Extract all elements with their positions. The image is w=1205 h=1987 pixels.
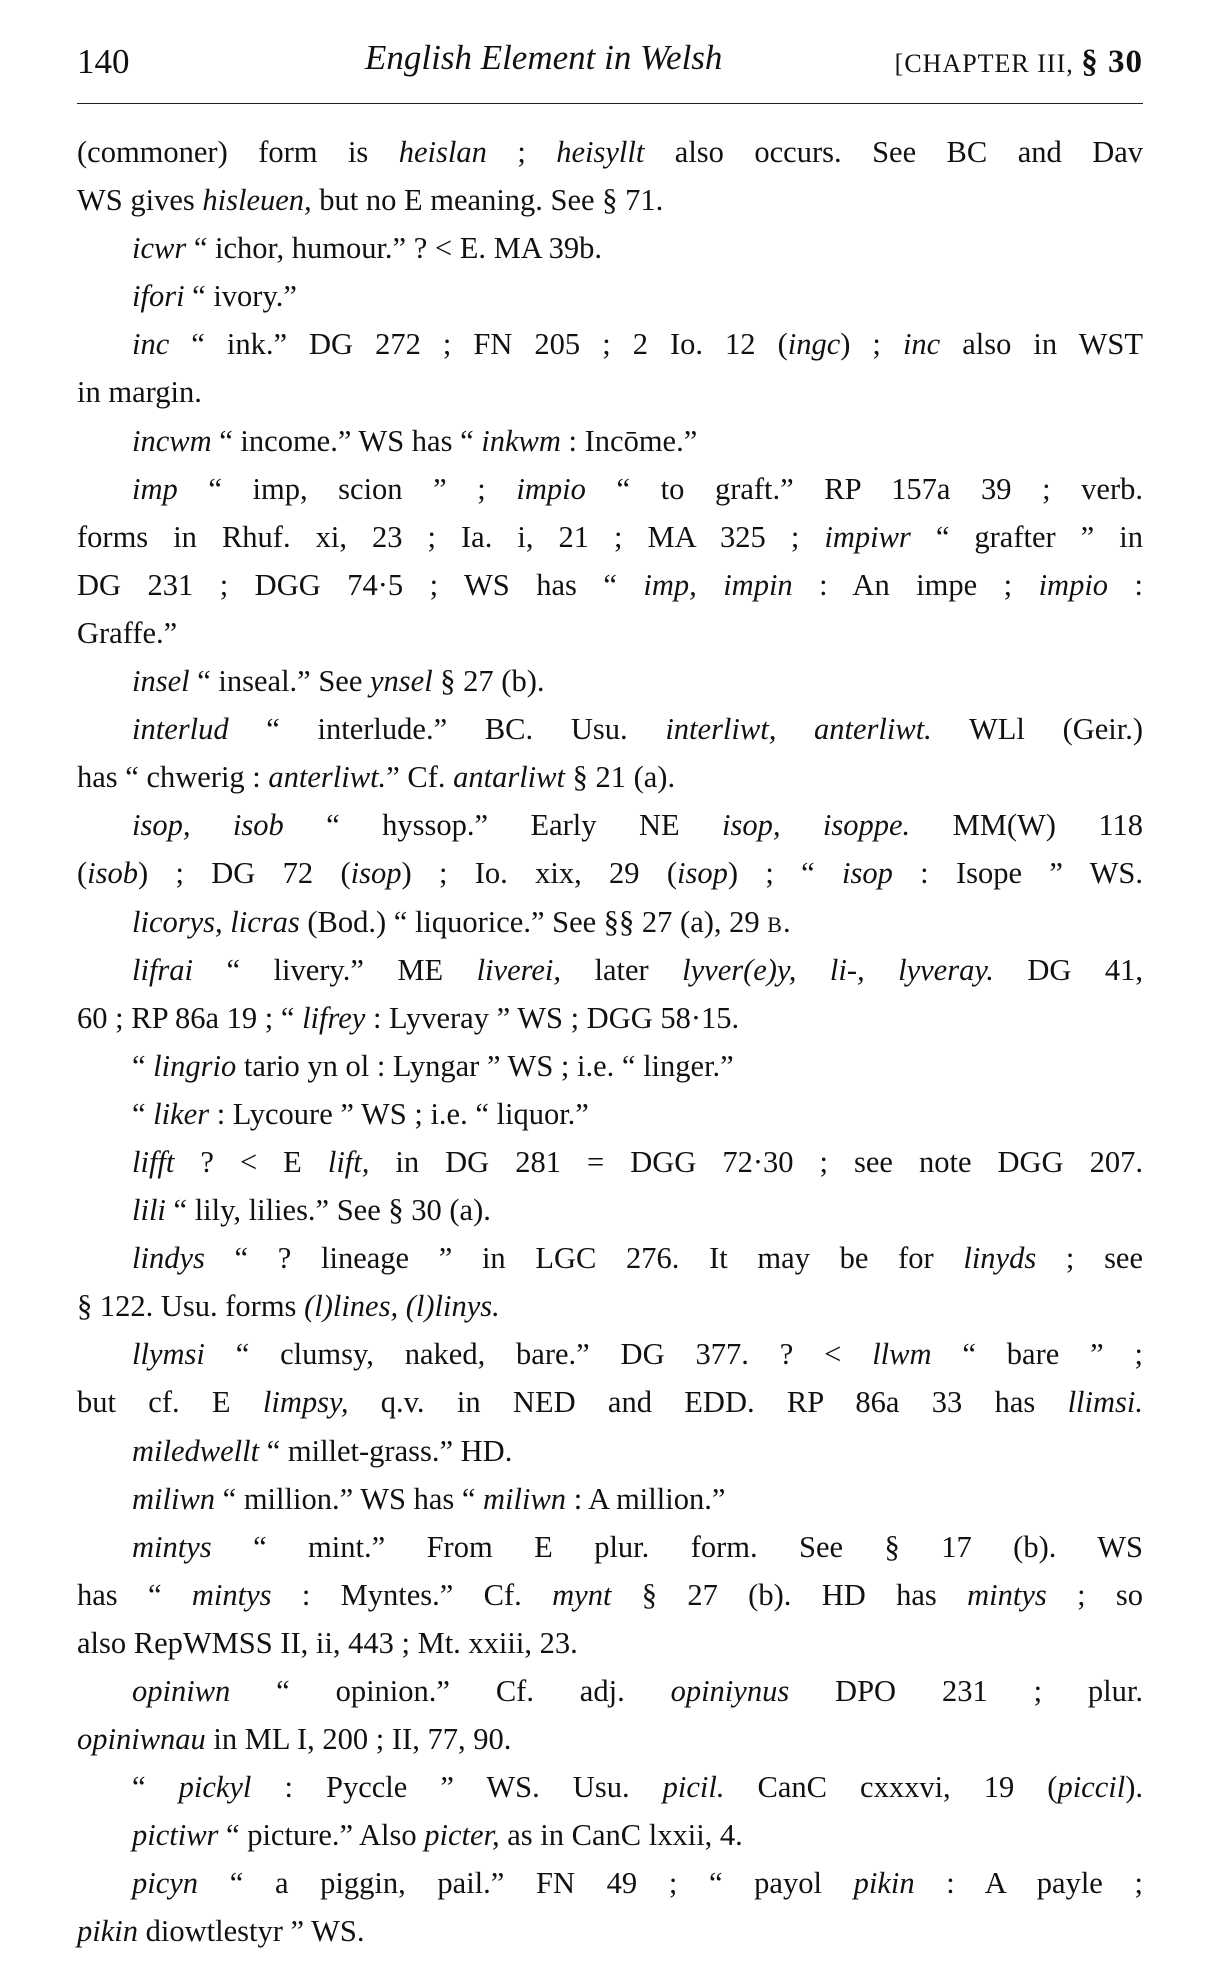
text-line xyxy=(77,1330,1143,1378)
italic-term: opiniwn xyxy=(132,1674,231,1708)
text-segment: “ to graft.” RP 157a 39 ; verb. xyxy=(585,471,1143,506)
italic-term: llymsi xyxy=(132,1337,205,1372)
text-segment: “ millet-grass.” HD. xyxy=(259,1433,513,1468)
italic-term: picil. xyxy=(662,1770,725,1805)
italic-term: isop, isoppe. xyxy=(722,808,911,843)
text-segment: § 27 (b). xyxy=(432,664,545,699)
text-segment: also in WST xyxy=(940,327,1143,362)
text-segment: : Lycoure ” WS ; i.e. “ liquor.” xyxy=(209,1096,589,1131)
header-rule xyxy=(77,103,1143,104)
text-segment: ; so xyxy=(1046,1577,1143,1612)
italic-term: miledwellt xyxy=(132,1433,260,1468)
text-segment: CanC cxxxvi, 19 ( xyxy=(724,1770,1058,1805)
italic-term: picyn xyxy=(132,1866,199,1901)
italic-term: lifft xyxy=(132,1144,175,1179)
text-line xyxy=(77,1138,1143,1186)
text-segment: : A million.” xyxy=(566,1481,726,1516)
italic-term: hisleuen, xyxy=(202,183,312,218)
italic-term: lifrey xyxy=(302,1000,366,1035)
text-segment: WS gives xyxy=(77,183,203,218)
text-segment: “ interlude.” BC. Usu. xyxy=(228,712,666,747)
italic-term: lingrio xyxy=(153,1048,237,1083)
text-segment: “ clumsy, naked, bare.” DG 377. ? < xyxy=(204,1337,873,1372)
text-line xyxy=(77,1234,1143,1282)
italic-term: limpsy, xyxy=(262,1385,349,1420)
text-segment: has “ chwerig : xyxy=(77,760,269,795)
text-line xyxy=(77,513,1143,561)
text-line xyxy=(77,1571,1143,1619)
text-line xyxy=(77,946,1143,994)
text-segment: has “ xyxy=(77,1577,192,1612)
text-segment: : Lyveray ” WS ; DGG 58·15. xyxy=(365,1000,740,1035)
text-segment: also occurs. See BC and Dav xyxy=(644,135,1143,169)
italic-term: antarliwt xyxy=(453,760,565,795)
text-segment: forms in Rhuf. xi, 23 ; Ia. i, 21 ; MA 325 ; xyxy=(77,519,825,554)
text-line xyxy=(77,1475,1143,1523)
text-line xyxy=(77,1811,1143,1859)
text-segment: WLl (Geir.) xyxy=(931,712,1143,747)
text-line xyxy=(77,1907,1143,1955)
italic-term: pictiwr xyxy=(132,1818,219,1853)
italic-term: isop xyxy=(841,856,893,891)
text-line xyxy=(77,465,1143,513)
text-segment: DPO 231 ; plur. xyxy=(789,1674,1143,1708)
text-segment: “ picture.” Also xyxy=(218,1818,425,1853)
italic-term: interlud xyxy=(132,712,229,747)
text-segment: : xyxy=(1108,567,1143,602)
italic-term: lili xyxy=(132,1193,166,1228)
text-segment: “ hyssop.” Early NE xyxy=(283,808,723,843)
text-line xyxy=(77,705,1143,753)
text-line xyxy=(77,1042,1143,1090)
text-segment: ; see xyxy=(1036,1241,1143,1276)
text-segment: “ xyxy=(132,1048,154,1083)
text-segment: ) ; xyxy=(840,327,903,362)
text-segment: “ million.” WS has “ xyxy=(215,1481,484,1516)
text-line xyxy=(77,1427,1143,1475)
italic-term: liker xyxy=(153,1096,210,1131)
italic-term: isop xyxy=(677,856,728,891)
italic-term: imp, impin xyxy=(643,567,793,602)
text-segment: ) ; “ xyxy=(727,856,842,891)
text-segment: § 122. Usu. forms xyxy=(77,1289,305,1324)
text-line xyxy=(77,320,1143,368)
italic-term: llwm xyxy=(872,1337,932,1372)
text-line xyxy=(77,1523,1143,1571)
text-line xyxy=(77,849,1143,897)
text-line xyxy=(77,1282,1143,1330)
text-segment: in margin. xyxy=(77,375,202,410)
text-segment: DG 231 ; DGG 74·5 ; WS has “ xyxy=(77,567,644,602)
text-segment: “ ? lineage ” in LGC 276. It may be for xyxy=(204,1241,964,1276)
italic-term: impiwr xyxy=(824,519,911,554)
italic-term: mintys xyxy=(132,1529,212,1564)
italic-term: isob xyxy=(87,856,139,891)
text-segment: : Incōme.” xyxy=(560,423,698,458)
italic-term: lyver(e)y, li-, lyveray. xyxy=(682,952,994,987)
text-line xyxy=(77,1619,1143,1667)
text-line xyxy=(77,1859,1143,1907)
text-segment: ? < E xyxy=(174,1144,328,1179)
text-line xyxy=(77,1186,1143,1234)
text-segment: : Pyccle ” WS. Usu. xyxy=(251,1770,663,1805)
italic-term: heisyllt xyxy=(556,135,645,169)
text-line xyxy=(77,272,1143,320)
text-segment: (Bod.) “ liquorice.” See §§ 27 (a), 29 xyxy=(299,904,768,939)
text-segment: in ML I, 200 ; II, 77, 90. xyxy=(205,1722,512,1757)
italic-term: isop xyxy=(350,856,402,891)
text-segment: ) ; Io. xix, 29 ( xyxy=(401,856,677,891)
italic-term: ifori xyxy=(132,279,185,314)
text-line xyxy=(77,561,1143,609)
italic-term: mynt xyxy=(552,1577,612,1612)
text-segment: “ ink.” DG 272 ; FN 205 ; 2 Io. 12 ( xyxy=(169,327,788,362)
italic-term: (l)lines, (l)linys. xyxy=(304,1289,500,1324)
italic-term: liverei, xyxy=(476,952,561,987)
text-segment: in DG 281 = DGG 72·30 ; see note DGG 207. xyxy=(369,1144,1143,1179)
italic-term: opiniynus xyxy=(670,1674,790,1708)
text-segment: “ imp, scion ” ; xyxy=(177,471,517,506)
italic-term: inkwm xyxy=(481,423,561,458)
italic-term: insel xyxy=(132,664,190,699)
italic-term: lift, xyxy=(327,1144,370,1179)
italic-term: mintys xyxy=(191,1577,272,1612)
italic-term: picter, xyxy=(424,1818,500,1853)
italic-term: interliwt, anterliwt. xyxy=(665,712,932,747)
running-title: English Element in Welsh xyxy=(365,38,723,77)
text-segment: later xyxy=(560,952,683,987)
text-segment: “ xyxy=(132,1096,154,1131)
text-segment: “ ichor, humour.” ? < E. MA 39b. xyxy=(186,231,603,266)
text-line xyxy=(77,801,1143,849)
italic-term: pickyl xyxy=(178,1770,252,1805)
text-segment: DG 41, xyxy=(993,952,1143,987)
running-header xyxy=(77,38,1143,88)
italic-term: linyds xyxy=(963,1241,1037,1276)
text-segment: “ inseal.” See xyxy=(189,664,370,699)
text-segment: 60 ; RP 86a 19 ; “ xyxy=(77,1000,303,1035)
italic-term: ingc xyxy=(787,327,841,362)
text-segment: : Isope ” WS. xyxy=(892,856,1143,891)
text-segment: diowtlestyr ” WS. xyxy=(138,1914,365,1949)
italic-term: icwr xyxy=(132,231,187,266)
text-line xyxy=(77,898,1143,946)
text-segment: § 21 (a). xyxy=(564,760,676,795)
italic-term: lifrai xyxy=(132,952,194,987)
text-line xyxy=(77,753,1143,801)
text-line xyxy=(77,176,1143,224)
text-segment: “ xyxy=(132,1770,179,1805)
text-line xyxy=(77,128,1143,176)
text-segment: . xyxy=(782,904,791,939)
italic-term: miliwn xyxy=(132,1481,216,1516)
text-line xyxy=(77,1667,1143,1715)
italic-term: licorys, licras xyxy=(132,904,300,939)
italic-term: imp xyxy=(132,471,178,506)
text-segment: ( xyxy=(77,856,88,891)
text-segment: but cf. E xyxy=(77,1385,263,1420)
section-label: § 30 xyxy=(1081,44,1143,80)
page-number: 140 xyxy=(77,42,130,81)
text-line xyxy=(77,1763,1143,1811)
italic-term: impio xyxy=(1038,567,1109,602)
text-segment: “ grafter ” in xyxy=(910,519,1143,554)
text-line xyxy=(77,224,1143,272)
italic-term: isop, isob xyxy=(132,808,284,843)
text-segment: also RepWMSS II, ii, 443 ; Mt. xxiii, 23. xyxy=(77,1625,578,1660)
text-segment: MM(W) 118 xyxy=(910,808,1143,843)
italic-term: inc xyxy=(132,327,170,362)
text-segment: but no E meaning. See § 71. xyxy=(311,183,664,218)
text-segment: ” Cf. xyxy=(386,760,454,795)
italic-term: piccil xyxy=(1057,1770,1126,1805)
italic-term: pikin xyxy=(853,1866,915,1901)
italic-term: incwm xyxy=(132,423,212,458)
text-segment: § 27 (b). HD has xyxy=(611,1577,968,1612)
text-segment: : A payle ; xyxy=(914,1866,1143,1901)
text-segment: B xyxy=(767,911,783,937)
italic-term: inc xyxy=(902,327,941,362)
italic-term: mintys xyxy=(967,1577,1047,1612)
text-line xyxy=(77,1715,1143,1763)
text-line xyxy=(77,417,1143,465)
italic-term: heislan xyxy=(398,135,487,169)
text-segment: Graffe.” xyxy=(77,615,178,650)
text-line xyxy=(77,368,1143,416)
text-segment: “ mint.” From E plur. form. See § 17 (b). WS xyxy=(211,1529,1143,1564)
text-segment: “ lily, lilies.” See § 30 (a). xyxy=(165,1193,491,1228)
text-segment: (commoner) form is xyxy=(77,135,399,169)
text-segment: “ livery.” ME xyxy=(193,952,477,987)
text-segment: “ ivory.” xyxy=(184,279,297,314)
text-line xyxy=(77,609,1143,657)
text-segment: ; xyxy=(486,135,557,169)
text-line xyxy=(77,1090,1143,1138)
italic-term: opiniwnau xyxy=(77,1722,206,1757)
italic-term: lindys xyxy=(132,1241,205,1276)
text-segment: : An impe ; xyxy=(792,567,1039,602)
text-line xyxy=(77,1378,1143,1426)
chapter-label: [CHAPTER III, xyxy=(894,49,1074,78)
text-segment: : Myntes.” Cf. xyxy=(271,1577,553,1612)
italic-term: impio xyxy=(516,471,586,506)
text-segment: tario yn ol : Lyngar ” WS ; i.e. “ linger.” xyxy=(236,1048,734,1083)
text-segment: “ a piggin, pail.” FN 49 ; “ payol xyxy=(198,1866,854,1901)
text-segment: as in CanC lxxii, 4. xyxy=(499,1818,743,1853)
italic-term: ynsel xyxy=(370,664,433,699)
text-segment: “ income.” WS has “ xyxy=(211,423,482,458)
text-segment: “ opinion.” Cf. adj. xyxy=(230,1674,671,1708)
text-segment: “ bare ” ; xyxy=(931,1337,1143,1372)
text-line xyxy=(77,994,1143,1042)
chapter-reference xyxy=(895,44,1143,81)
text-segment: q.v. in NED and EDD. RP 86a 33 has xyxy=(348,1385,1068,1420)
text-segment: ) ; DG 72 ( xyxy=(138,856,351,891)
text-segment: ). xyxy=(1125,1770,1143,1805)
italic-term: llimsi. xyxy=(1067,1385,1143,1420)
text-line xyxy=(77,657,1143,705)
italic-term: miliwn xyxy=(483,1481,567,1516)
italic-term: anterliwt. xyxy=(268,760,387,795)
dictionary-entries xyxy=(77,128,1143,1956)
italic-term: pikin xyxy=(77,1914,138,1949)
